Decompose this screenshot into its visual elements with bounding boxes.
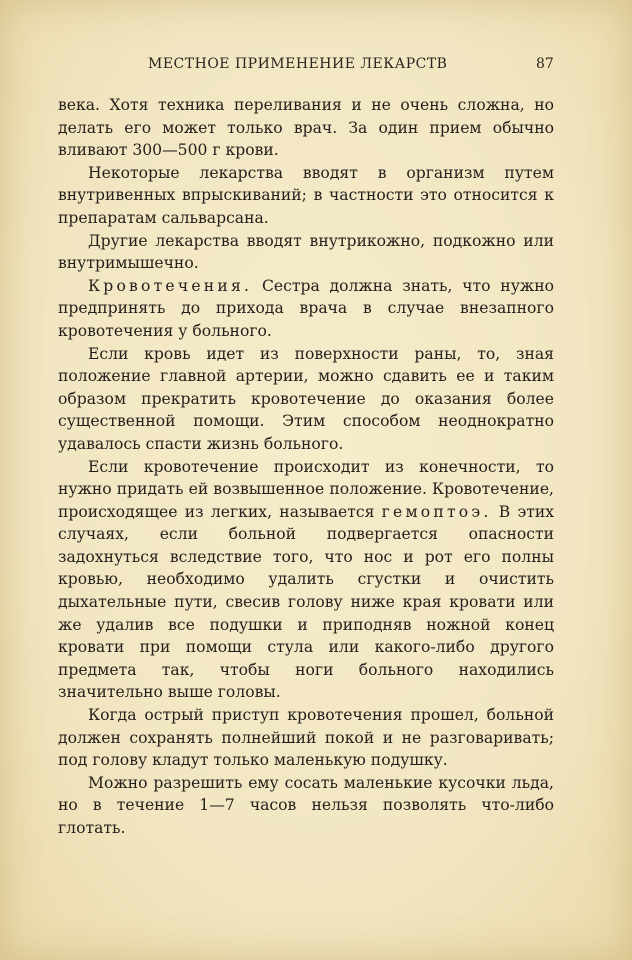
paragraph: Некоторые лекарства вводят в организм путем внутривенных впрыскиваний; в частности это относится к препаратам сальварсана. — [58, 163, 554, 227]
paragraph-text: Сестра должна знать, что нужно предпринять до прихода врача в случае внезапного кровотечения у больного. — [58, 276, 554, 340]
defined-term: гемоптоэ. — [381, 502, 492, 521]
paragraph: Если кровь идет из поверхности раны, то, зная положение главной артерии, можно сдавить ее и таким образом прекратить кровотечение до оказания более существенной помощи. Этим способом неоднократно удавалось спасти жизнь больного. — [58, 344, 554, 453]
paragraph — [58, 275, 554, 343]
section-term: Кровотечения. — [88, 276, 253, 295]
paragraph: века. Хотя техника переливания и не очень сложна, но делать его может только врач. За один прием обычно вливают 300—500 г крови. — [58, 96, 554, 160]
paragraph-text: В этих случаях, если больной подвергается опасности задохнуться вследствие того, что нос и рот его полны кровью, необходимо удалить сгустки и очистить дыхательные пути, свесив голову ниже края кровати или же удалив все подушки и приподняв ножной конец кровати при помощи стула или какого-либо другого предмета так, чтобы ноги больного находились значительно выше головы. — [58, 502, 555, 702]
running-head: МЕСТНОЕ ПРИМЕНЕНИЕ ЛЕКАРСТВ — [148, 56, 448, 72]
paragraph: Можно разрешить ему сосать маленькие кусочки льда, но в течение 1—7 часов нельзя позволять что-либо глотать. — [58, 773, 554, 837]
paragraph: Другие лекарства вводят внутрикожно, подкожно или внутримышечно. — [58, 231, 554, 273]
page-number: 87 — [536, 56, 554, 72]
paragraph-text: Если кровотечение происходит из конечности, то нужно придать ей возвышенное положение. Кровотечение, происходящее из легких, называется — [58, 457, 554, 521]
paragraph — [58, 456, 554, 705]
paragraph: Когда острый приступ кровотечения прошел, больной должен сохранять полнейший покой и не разговаривать; под голову кладут только маленькую подушку. — [58, 706, 554, 770]
body-text — [58, 94, 554, 840]
